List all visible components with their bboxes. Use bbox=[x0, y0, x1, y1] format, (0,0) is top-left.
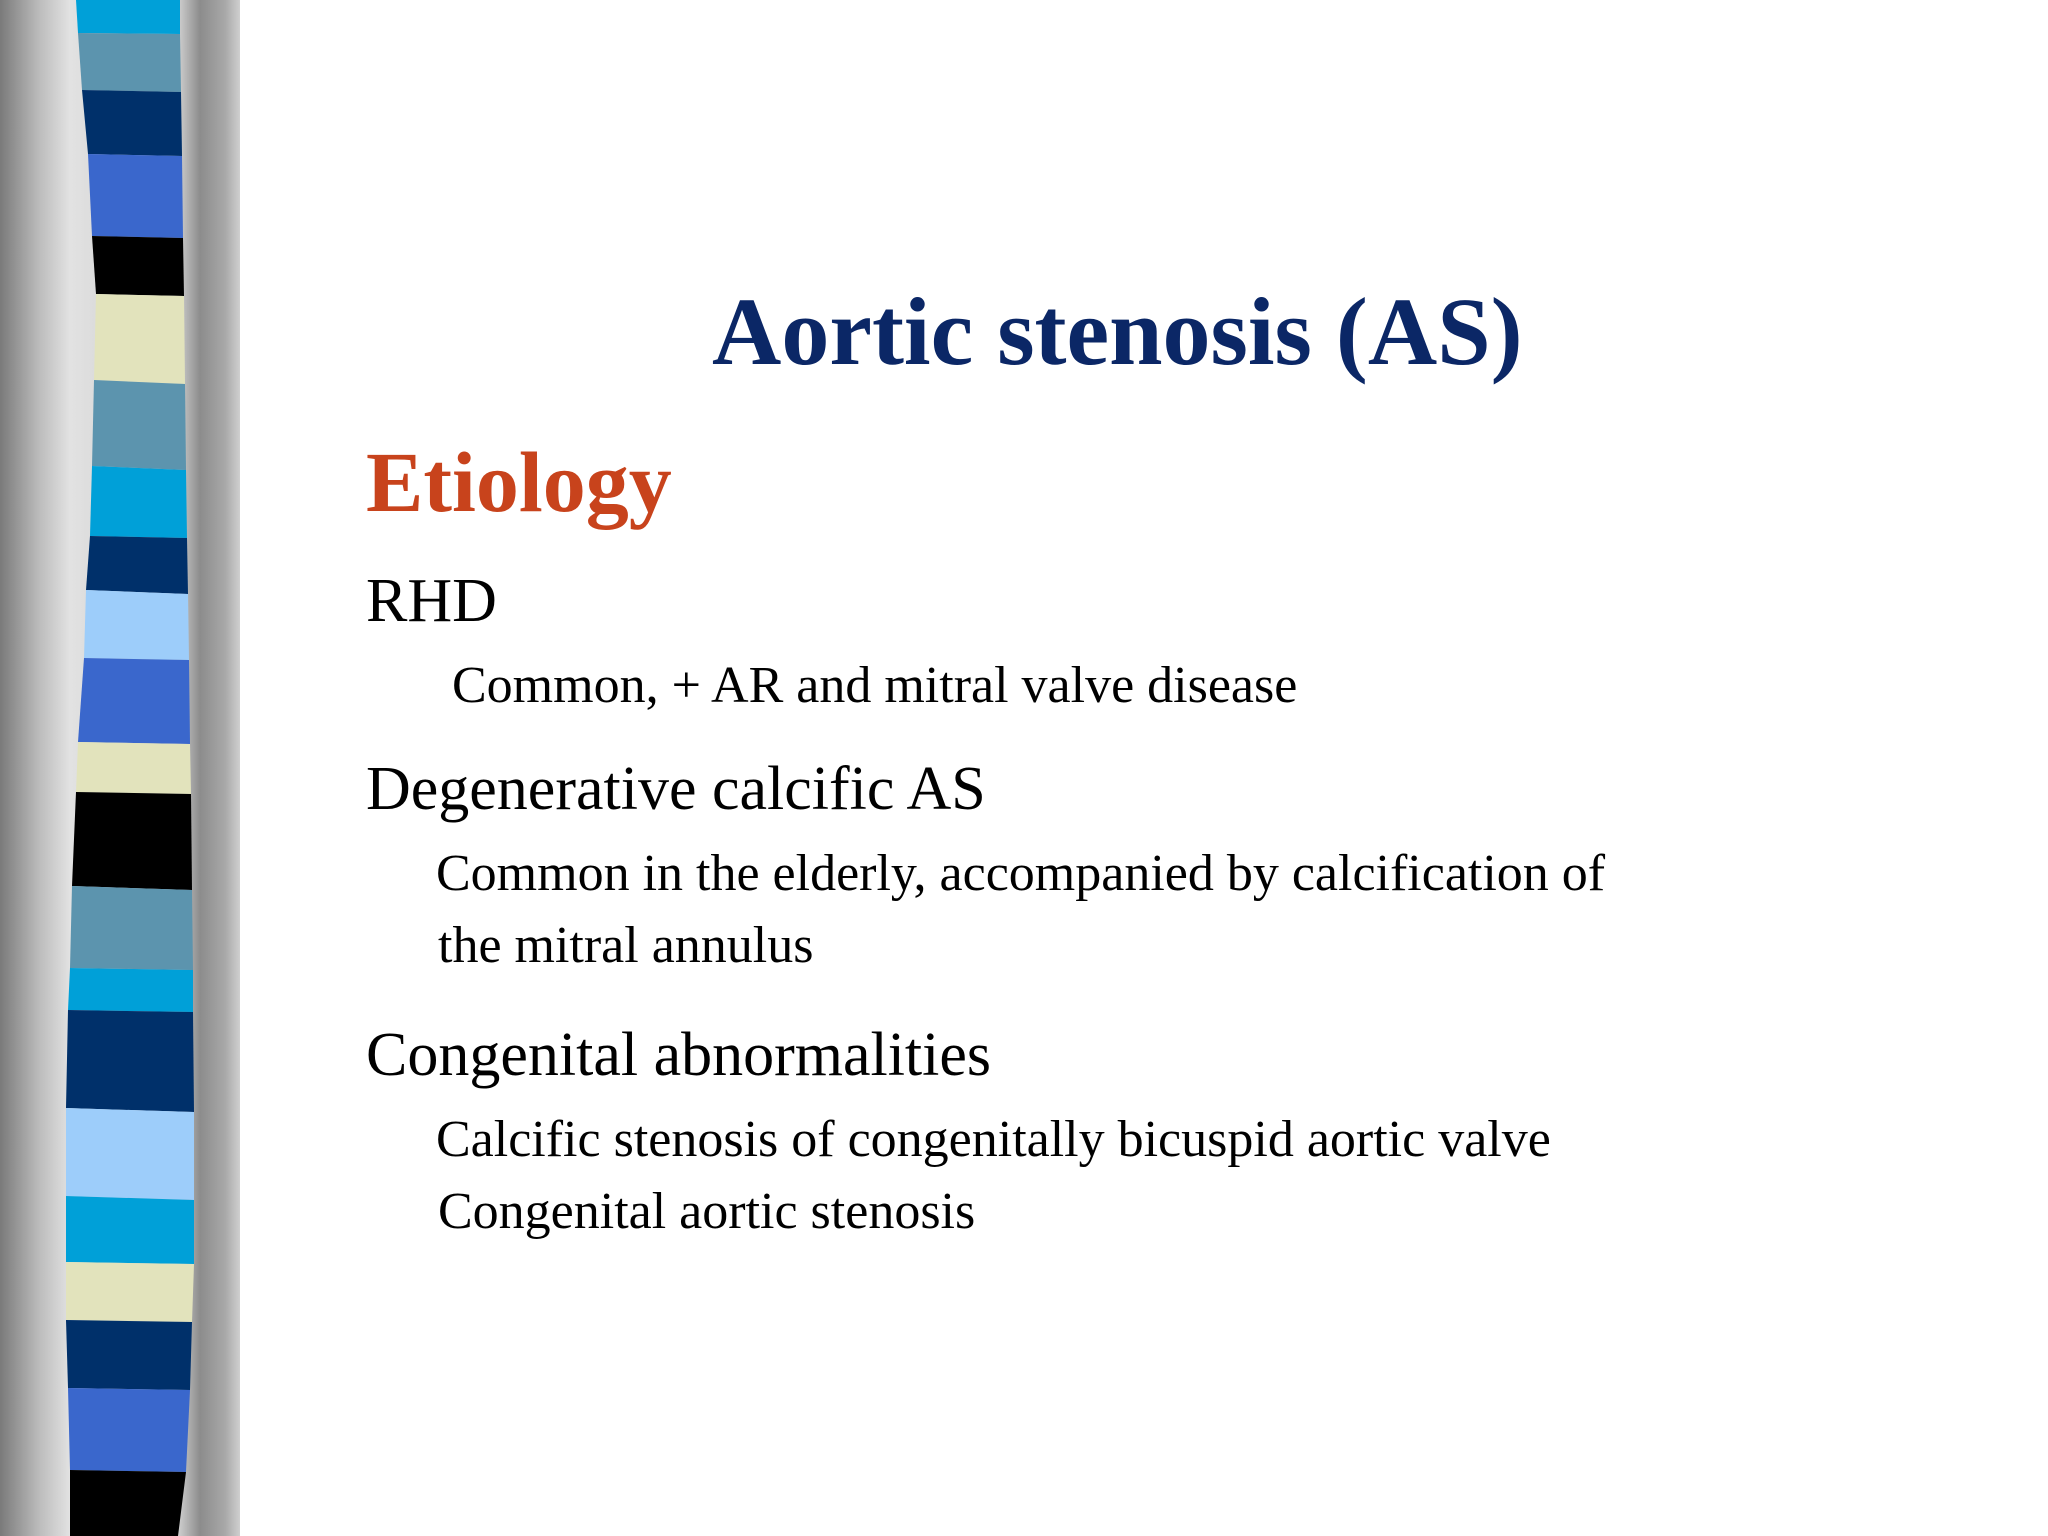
stripe-segment bbox=[66, 1196, 194, 1264]
cause-degenerative-detail: the mitral annulus bbox=[438, 917, 814, 974]
section-heading-etiology: Etiology bbox=[366, 434, 672, 530]
cause-degenerative: Degenerative calcific AS bbox=[366, 755, 986, 823]
stripe-segment bbox=[66, 1262, 194, 1322]
stripe-segment bbox=[86, 536, 188, 594]
cause-rhd: RHD bbox=[366, 567, 497, 635]
stripe-segment bbox=[88, 154, 183, 238]
stripe-segment bbox=[66, 1010, 194, 1112]
decorative-side-band bbox=[0, 0, 240, 1536]
stripe-segment bbox=[78, 33, 181, 92]
stripe-segment bbox=[82, 90, 182, 156]
stripe-segment bbox=[70, 1470, 186, 1536]
stripe-segment bbox=[66, 1108, 194, 1200]
stripe-segment bbox=[92, 380, 186, 470]
stripe-segment bbox=[76, 742, 191, 794]
slide-title: Aortic stenosis (AS) bbox=[712, 278, 1523, 385]
stripe-segment bbox=[84, 590, 189, 660]
stripe-segment bbox=[76, 0, 180, 34]
decorative-stripe-column bbox=[0, 0, 240, 1536]
stripe-segment bbox=[68, 968, 193, 1012]
cause-congenital: Congenital abnormalities bbox=[366, 1021, 992, 1089]
cause-rhd-detail: Common, + AR and mitral valve disease bbox=[452, 657, 1298, 714]
cause-degenerative-detail: Common in the elderly, accompanied by calcification of bbox=[436, 845, 1606, 902]
stripe-segment bbox=[90, 466, 187, 538]
stripe-segment bbox=[68, 1388, 190, 1472]
stripe-segment bbox=[94, 294, 185, 384]
stripe-segment bbox=[92, 236, 184, 296]
cause-congenital-detail: Congenital aortic stenosis bbox=[438, 1183, 976, 1240]
stripe-segment bbox=[70, 886, 193, 970]
stripe-segment bbox=[66, 1320, 192, 1390]
stripe-segment bbox=[72, 792, 192, 890]
stripe-segment bbox=[78, 658, 190, 744]
cause-congenital-detail: Calcific stenosis of congenitally bicuspid aortic valve bbox=[436, 1111, 1551, 1168]
